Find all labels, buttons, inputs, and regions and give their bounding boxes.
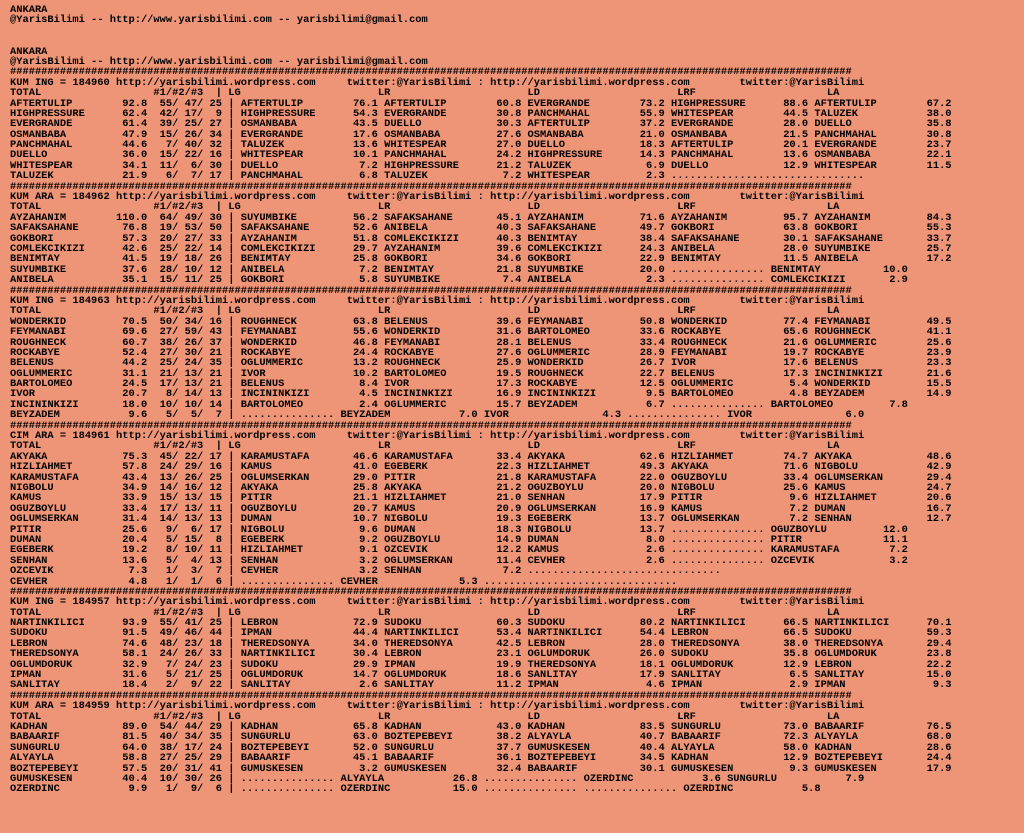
table-row: OGLUMSERKAN 31.4 14/ 13/ 13 | DUMAN 10.7 NIGBOLU 19.3 EGEBERK 13.7 OGLUMSERKAN 7.2 SENHAN 12.7 <box>10 513 952 526</box>
table-row: TALUZEK 21.9 6/ 7/ 17 | PANCHMAHAL 6.8 TALUZEK 7.2 WHITESPEAR 2.3 ............................... <box>10 170 865 183</box>
table-row: PITIR 25.6 9/ 6/ 17 | NIGBOLU 9.6 DUMAN 18.3 NIGBOLU 13.7 ............... OGUZBOYLU 12.0 <box>10 523 908 536</box>
race-title: KUM ING = 184957 http://yarisbilimi.wordpress.com twitter:@YarisBilimi : http://yarisbilimi.wordpress.com twitter:@YarisBilimi <box>10 596 865 609</box>
table-row: AFTERTULIP 92.8 55/ 47/ 25 | AFTERTULIP 76.1 AFTERTULIP 60.8 EVERGRANDE 73.2 HIGHPRESSURE 88.6 AFTERTULIP 67.2 <box>10 97 952 110</box>
table-row: CEVHER 4.8 1/ 1/ 6 | ............... CEVHER 5.3 ............................... <box>10 575 678 588</box>
column-header: TOTAL #1/#2/#3 | LG LR LD LRF LA <box>10 201 840 214</box>
table-row: SUDOKU 91.5 49/ 46/ 44 | IPMAN 44.4 NARTINKILICI 53.4 NARTINKILICI 54.4 LEBRON 66.5 SUDOKU 59.3 <box>10 627 952 640</box>
column-header: TOTAL #1/#2/#3 | LG LR LD LRF LA <box>10 606 840 619</box>
table-row: PANCHMAHAL 44.6 7/ 40/ 32 | TALUZEK 13.6 WHITESPEAR 27.0 DUELLO 18.3 AFTERTULIP 20.1 EVERGRANDE 23.7 <box>10 139 952 152</box>
separator-line: ####################################################################################################################################### <box>10 689 852 702</box>
spacer <box>10 26 1024 47</box>
table-row: WHITESPEAR 34.1 11/ 6/ 30 | DUELLO 7.2 HIGHPRESSURE 21.2 TALUZEK 6.9 DUELLO 12.9 WHITESPEAR 11.5 <box>10 159 952 172</box>
table-row: IVOR 20.7 8/ 14/ 13 | INCININKIZI 4.5 INCININKIZI 16.9 INCININKIZI 9.5 BARTOLOMEO 4.8 BEYZADEM 14.9 <box>10 388 952 401</box>
table-row: FEYMANABI 69.6 27/ 59/ 43 | FEYMANABI 55.6 WONDERKID 31.6 BARTOLOMEO 33.6 ROCKABYE 65.6 ROUGHNECK 41.1 <box>10 326 952 339</box>
table-row: OSMANBABA 47.9 15/ 26/ 34 | EVERGRANDE 17.6 OSMANBABA 27.6 OSMANBABA 21.0 OSMANBABA 21.5 PANCHMAHAL 30.8 <box>10 128 952 141</box>
table-row: GUMUSKESEN 40.4 10/ 30/ 26 | ............... ALYAYLA 26.8 ............... OZERDINC 3.6 SUNGURLU 7.9 <box>10 772 865 785</box>
race-title: KUM ING = 184960 http://yarisbilimi.wordpress.com twitter:@YarisBilimi : http://yarisbilimi.wordpress.com twitter:@YarisBilimi <box>10 76 865 89</box>
table-row: AKYAKA 75.3 45/ 22/ 17 | KARAMUSTAFA 46.6 KARAMUSTAFA 33.4 AKYAKA 62.6 HIZLIAHMET 74.7 AKYAKA 48.6 <box>10 450 952 463</box>
table-row: COMLEKCIKIZI 42.6 25/ 22/ 14 | COMLEKCIKIZI 29.7 AYZAHANIM 39.6 COMLEKCIKIZI 24.3 ANIBELA 28.0 SUYUMBIKE 25.7 <box>10 243 952 255</box>
separator-line: ####################################################################################################################################### <box>10 585 852 598</box>
race-tables <box>10 67 1024 794</box>
table-row: SANLITAY 18.4 2/ 9/ 22 | SANLITAY 2.6 SANLITAY 11.2 IPMAN 4.6 IPMAN 2.9 IPMAN 9.3 <box>10 679 952 692</box>
header-city: ANKARA <box>10 4 48 16</box>
table-row: HIZLIAHMET 57.8 24/ 29/ 16 | KAMUS 41.0 EGEBERK 22.3 HIZLIAHMET 49.3 AKYAKA 71.6 NIGBOLU 42.9 <box>10 461 952 474</box>
table-row: KAMUS 33.9 15/ 13/ 15 | PITIR 21.1 HIZLIAHMET 21.0 SENHAN 17.9 PITIR 9.6 HIZLIAHMET 20.6 <box>10 492 952 505</box>
table-row: WONDERKID 70.5 50/ 34/ 16 | ROUGHNECK 63.8 BELENUS 39.6 FEYMANABI 50.8 WONDERKID 77.4 FEYMANABI 49.5 <box>10 315 952 328</box>
table-row: NIGBOLU 34.9 14/ 16/ 12 | AKYAKA 25.8 AKYAKA 21.2 OGUZBOYLU 20.0 NIGBOLU 25.6 KAMUS 24.7 <box>10 481 952 494</box>
table-row: EVERGRANDE 61.4 39/ 25/ 27 | OSMANBABA 43.5 DUELLO 30.3 AFTERTULIP 37.2 EVERGRANDE 28.0 DUELLO 35.8 <box>10 118 952 131</box>
table-row: OGLUMDORUK 32.9 7/ 24/ 23 | SUDOKU 29.9 IPMAN 19.9 THEREDSONYA 18.1 OGLUMDORUK 12.9 LEBRON 22.2 <box>10 658 952 671</box>
table-row: SAFAKSAHANE 76.8 19/ 53/ 50 | SAFAKSAHANE 52.6 ANIBELA 40.3 SAFAKSAHANE 49.7 GOKBORI 63.8 GOKBORI 55.3 <box>10 222 952 235</box>
table-row: BABAARIF 81.5 40/ 34/ 35 | SUNGURLU 63.0 BOZTEPEBEYI 38.2 ALYAYLA 40.7 BABAARIF 72.3 ALYAYLA 68.0 <box>10 731 952 744</box>
table-row: GOKBORI 57.3 20/ 27/ 33 | AYZAHANIM 51.8 COMLEKCIKIZI 40.3 BENIMTAY 38.4 SAFAKSAHANE 30.1 SAFAKSAHANE 33.7 <box>10 232 952 245</box>
race-title: KUM ING = 184963 http://yarisbilimi.wordpress.com twitter:@YarisBilimi : http://yarisbilimi.wordpress.com twitter:@YarisBilimi <box>10 294 865 307</box>
table-row: NARTINKILICI 93.9 55/ 41/ 25 | LEBRON 72.9 SUDOKU 60.3 SUDOKU 80.2 NARTINKILICI 66.5 NARTINKILICI 70.1 <box>10 617 952 630</box>
table-row: ALYAYLA 58.8 27/ 25/ 29 | BABAARIF 45.1 BABAARIF 36.1 BOZTEPEBEYI 34.5 KADHAN 12.9 BOZTEPEBEYI 24.4 <box>10 752 952 765</box>
table-row: BARTOLOMEO 24.5 17/ 13/ 21 | BELENUS 8.4 IVOR 17.3 ROCKABYE 12.5 OGLUMMERIC 5.4 WONDERKID 15.5 <box>10 378 952 391</box>
table-row: DUMAN 20.4 5/ 15/ 8 | EGEBERK 9.2 OGUZBOYLU 14.9 DUMAN 8.0 ............... PITIR 11.1 <box>10 533 908 546</box>
table-row: INCININKIZI 18.0 10/ 10/ 14 | BARTOLOMEO 2.4 OGLUMMERIC 15.7 BEYZADEM 6.7 ............... BARTOLOMEO 7.8 <box>10 398 908 411</box>
header-contact-repeat: @YarisBilimi -- http://www.yarisbilimi.com -- yarisbilimi@gmail.com <box>10 55 428 68</box>
separator-line: ####################################################################################################################################### <box>10 284 852 297</box>
table-row: EGEBERK 19.2 8/ 10/ 11 | HIZLIAHMET 9.1 OZCEVIK 12.2 KAMUS 2.6 ............... KARAMUSTAFA 7.2 <box>10 544 908 557</box>
header-contact: @YarisBilimi -- http://www.yarisbilimi.com -- yarisbilimi@gmail.com <box>10 14 428 27</box>
table-row: OZCEVIK 7.3 1/ 3/ 7 | CEVHER 3.2 SENHAN 7.2 ............................... <box>10 565 721 578</box>
table-row: LEBRON 74.6 48/ 23/ 18 | THEREDSONYA 34.0 THEREDSONYA 42.5 LEBRON 28.0 THEREDSONYA 38.0 THEREDSONYA 29.4 <box>10 637 952 650</box>
table-row: SENHAN 13.6 5/ 4/ 13 | SENHAN 3.2 OGLUMSERKAN 11.4 CEVHER 2.6 ............... OZCEVIK 3.2 <box>10 554 908 567</box>
table-row: BENIMTAY 41.5 19/ 18/ 26 | BENIMTAY 25.8 GOKBORI 34.6 GOKBORI 22.9 BENIMTAY 11.5 ANIBELA 17.2 <box>10 253 952 266</box>
table-row: BEYZADEM 9.6 5/ 5/ 7 | ............... BEYZADEM 7.0 IVOR 4.3 ............... IVOR 6.0 <box>10 409 865 422</box>
separator-line: ####################################################################################################################################### <box>10 419 852 432</box>
table-row: OZERDINC 9.9 1/ 9/ 6 | ............... OZERDINC 15.0 ............... ............... OZERDINC 5.8 <box>10 783 821 796</box>
table-row: OGUZBOYLU 33.4 17/ 13/ 11 | OGUZBOYLU 20.7 KAMUS 20.9 OGLUMSERKAN 16.9 KAMUS 7.2 DUMAN 16.7 <box>10 502 952 515</box>
table-row: DUELLO 36.0 15/ 22/ 16 | WHITESPEAR 10.1 PANCHMAHAL 24.2 HIGHPRESSURE 14.3 PANCHMAHAL 13.6 OSMANBABA 22.1 <box>10 149 952 162</box>
table-row: KADHAN 89.0 54/ 44/ 29 | KADHAN 65.8 KADHAN 43.0 KADHAN 83.5 SUNGURLU 73.0 BABAARIF 76.5 <box>10 720 952 733</box>
table-row: IPMAN 31.6 5/ 21/ 25 | OGLUMDORUK 14.7 OGLUMDORUK 18.6 SANLITAY 17.9 SANLITAY 6.5 SANLITAY 15.0 <box>10 669 952 682</box>
column-header: TOTAL #1/#2/#3 | LG LR LD LRF LA <box>10 710 840 723</box>
table-row: HIGHPRESSURE 62.4 42/ 17/ 9 | HIGHPRESSURE 54.3 EVERGRANDE 30.8 PANCHMAHAL 55.9 WHITESPEAR 44.5 TALUZEK 38.0 <box>10 107 952 120</box>
table-row: ANIBELA 35.1 15/ 11/ 25 | GOKBORI 5.8 SUYUMBIKE 7.4 ANIBELA 2.3 ............... COMLEKCIKIZI 2.9 <box>10 274 908 287</box>
table-row: ROCKABYE 52.4 27/ 30/ 21 | ROCKABYE 24.4 ROCKABYE 27.6 OGLUMMERIC 28.9 FEYMANABI 19.7 ROCKABYE 23.9 <box>10 346 952 359</box>
table-row: SUNGURLU 64.0 38/ 17/ 24 | BOZTEPEBEYI 52.0 SUNGURLU 37.7 GUMUSKESEN 40.4 ALYAYLA 58.0 KADHAN 28.6 <box>10 741 952 754</box>
column-header: TOTAL #1/#2/#3 | LG LR LD LRF LA <box>10 440 840 453</box>
column-header: TOTAL #1/#2/#3 | LG LR LD LRF LA <box>10 87 840 100</box>
table-row: SUYUMBIKE 37.6 28/ 10/ 12 | ANIBELA 7.2 BENIMTAY 21.8 SUYUMBIKE 20.0 ............... BENIMTAY 10.0 <box>10 263 908 276</box>
table-row: KARAMUSTAFA 43.4 13/ 26/ 25 | OGLUMSERKAN 29.0 PITIR 21.8 KARAMUSTAFA 22.0 OGUZBOYLU 33.4 OGLUMSERKAN 29.4 <box>10 471 952 484</box>
separator-line: ####################################################################################################################################### <box>10 66 852 79</box>
race-title: CIM ARA = 184961 http://yarisbilimi.wordpress.com twitter:@YarisBilimi : http://yarisbilimi.wordpress.com twitter:@YarisBilimi <box>10 430 865 443</box>
table-row: AYZAHANIM 110.0 64/ 49/ 30 | SUYUMBIKE 56.2 SAFAKSAHANE 45.1 AYZAHANIM 71.6 AYZAHANIM 95.7 AYZAHANIM 84.3 <box>10 211 952 224</box>
race-title: KUM ARA = 184959 http://yarisbilimi.wordpress.com twitter:@YarisBilimi : http://yarisbilimi.wordpress.com twitter:@YarisBilimi <box>10 700 865 713</box>
header-city-repeat: ANKARA <box>10 45 48 58</box>
table-row: THEREDSONYA 58.1 24/ 26/ 33 | NARTINKILICI 30.4 LEBRON 23.1 OGLUMDORUK 26.0 SUDOKU 35.8 OGLUMDORUK 23.8 <box>10 648 952 661</box>
table-row: OGLUMMERIC 31.1 21/ 13/ 21 | IVOR 10.2 BARTOLOMEO 19.5 ROUGHNECK 22.7 BELENUS 17.3 INCININKIZI 21.6 <box>10 367 952 380</box>
race-title: KUM ARA = 184962 http://yarisbilimi.wordpress.com twitter:@YarisBilimi : http://yarisbilimi.wordpress.com twitter:@YarisBilimi <box>10 191 865 204</box>
table-row: ROUGHNECK 60.7 38/ 26/ 37 | WONDERKID 46.8 FEYMANABI 28.1 BELENUS 33.4 ROUGHNECK 21.6 OGLUMMERIC 25.6 <box>10 336 952 349</box>
table-row: BOZTEPEBEYI 57.5 20/ 31/ 41 | GUMUSKESEN 3.2 GUMUSKESEN 32.4 BABAARIF 30.1 GUMUSKESEN 9.3 GUMUSKESEN 17.9 <box>10 762 952 775</box>
table-row: BELENUS 44.2 25/ 24/ 35 | OGLUMMERIC 13.2 ROUGHNECK 25.9 WONDERKID 26.7 IVOR 17.6 BELENUS 23.3 <box>10 357 952 370</box>
separator-line: ####################################################################################################################################### <box>10 180 852 193</box>
column-header: TOTAL #1/#2/#3 | LG LR LD LRF LA <box>10 305 840 318</box>
